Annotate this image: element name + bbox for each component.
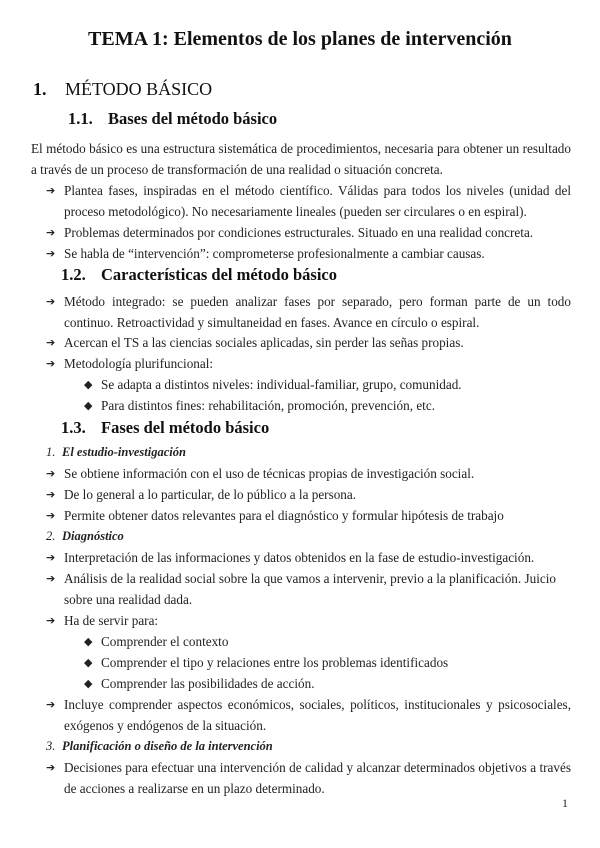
arrow-icon: ➔: [46, 572, 56, 585]
subsection-number: 1.1.: [68, 109, 93, 128]
list-item: [46, 243, 571, 264]
list-item: [46, 568, 571, 610]
phase-label: Diagnóstico: [62, 529, 124, 543]
sub-list-item: [84, 374, 564, 395]
subsection-heading-1-1: [68, 109, 277, 129]
sub-list-item: [84, 673, 564, 694]
sub-list-item: [84, 652, 564, 673]
list-item: [46, 463, 571, 484]
arrow-icon: ➔: [46, 336, 56, 349]
list-item: [46, 291, 571, 333]
page-title: TEMA 1: Elementos de los planes de intervención: [88, 28, 512, 50]
sub-list-item: [84, 631, 564, 652]
subsection-label: Características del método básico: [101, 265, 337, 284]
phase-number: 3.: [46, 739, 56, 753]
arrow-icon: ➔: [46, 509, 56, 522]
arrow-icon: ➔: [46, 295, 56, 308]
section-heading-1: [33, 79, 212, 100]
phase-label: El estudio-investigación: [62, 445, 186, 459]
diamond-icon: ◆: [84, 378, 93, 391]
arrow-icon: ➔: [46, 488, 56, 501]
subsection-number: 1.2.: [61, 265, 86, 284]
arrow-icon: ➔: [46, 551, 56, 564]
sub-list-item-text: Comprender el tipo y relaciones entre los problemas identificados: [101, 655, 449, 670]
arrow-icon: ➔: [46, 467, 56, 480]
list-item-text: Análisis de la realidad social sobre la que vamos a intervenir, previo a la planificación. Juicio sobre una realidad dada.: [64, 571, 557, 607]
sub-list-item-text: Comprender las posibilidades de acción.: [101, 676, 315, 691]
diamond-icon: ◆: [84, 635, 93, 648]
list-item: [46, 353, 571, 374]
arrow-icon: ➔: [46, 614, 56, 627]
list-item: [46, 610, 571, 631]
phase-label: Planificación o diseño de la intervención: [62, 739, 273, 753]
subsection-label: Fases del método básico: [101, 418, 270, 437]
list-item-text: Ha de servir para:: [64, 613, 159, 628]
list-item: [46, 180, 571, 222]
diamond-icon: ◆: [84, 677, 93, 690]
list-item-text: Se obtiene información con el uso de técnicas propias de investigación social.: [64, 466, 475, 481]
list-item-text: Decisiones para efectuar una intervención de calidad y alcanzar determinados objetivos a través de acciones a realizarse en un plazo determinado.: [64, 760, 571, 796]
diamond-icon: ◆: [84, 656, 93, 669]
list-item: [46, 757, 571, 799]
list-item: [46, 484, 571, 505]
list-item-text: Interpretación de las informaciones y datos obtenidos en la fase de estudio-investigación.: [64, 550, 535, 565]
sub-list-item: [84, 395, 564, 416]
paragraph: El método básico es una estructura sistemática de procedimientos, necesaria para obtener un resultado a través de un proceso de transformación de una realidad o situación concreta.: [31, 141, 571, 177]
list-item: [46, 332, 571, 353]
diamond-icon: ◆: [84, 399, 93, 412]
arrow-icon: ➔: [46, 226, 56, 239]
list-item-text: Incluye comprender aspectos económicos, sociales, políticos, institucionales y psicosociales, exógenos y endógenos de la situación.: [64, 697, 571, 733]
sub-list-item-text: Se adapta a distintos niveles: individual-familiar, grupo, comunidad.: [101, 377, 462, 392]
section-label: MÉTODO BÁSICO: [65, 79, 213, 99]
list-item: [46, 547, 571, 568]
list-item-text: Se habla de “intervención”: comprometerse profesionalmente a cambiar causas.: [64, 246, 485, 261]
arrow-icon: ➔: [46, 761, 56, 774]
arrow-icon: ➔: [46, 247, 56, 260]
phase-number: 1.: [46, 445, 56, 459]
list-item-text: Metodología plurifuncional:: [64, 356, 214, 371]
arrow-icon: ➔: [46, 698, 56, 711]
phase-number: 2.: [46, 529, 56, 543]
page-number: 1: [562, 796, 568, 810]
phase-heading-3: [46, 736, 273, 757]
list-item-text: Método integrado: se pueden analizar fases por separado, pero forman parte de un todo continuo. Retroactividad y simultaneidad en fases. Avance en círculo o espiral.: [64, 294, 571, 330]
list-item-text: De lo general a lo particular, de lo público a la persona.: [64, 487, 357, 502]
list-item-text: Permite obtener datos relevantes para el diagnóstico y formular hipótesis de trabajo: [64, 508, 504, 523]
subsection-heading-1-2: [61, 265, 337, 285]
arrow-icon: ➔: [46, 184, 56, 197]
subsection-number: 1.3.: [61, 418, 86, 437]
list-item-text: Plantea fases, inspiradas en el método científico. Válidas para todos los niveles (unidad del proceso metodológico). No necesariamente lineales (pueden ser circulares o en espiral).: [64, 183, 571, 219]
list-item: [46, 694, 571, 736]
list-item: [46, 222, 571, 243]
list-item-text: Acercan el TS a las ciencias sociales aplicadas, sin perder las señas propias.: [64, 335, 464, 350]
arrow-icon: ➔: [46, 357, 56, 370]
subsection-label: Bases del método básico: [108, 109, 278, 128]
sub-list-item-text: Comprender el contexto: [101, 634, 229, 649]
phase-heading-1: [46, 442, 186, 463]
list-item: [46, 505, 571, 526]
phase-heading-2: [46, 526, 124, 547]
subsection-heading-1-3: [61, 418, 269, 438]
list-item-text: Problemas determinados por condiciones estructurales. Situado en una realidad concreta.: [64, 225, 534, 240]
section-number: 1.: [33, 79, 47, 99]
sub-list-item-text: Para distintos fines: rehabilitación, promoción, prevención, etc.: [101, 398, 435, 413]
